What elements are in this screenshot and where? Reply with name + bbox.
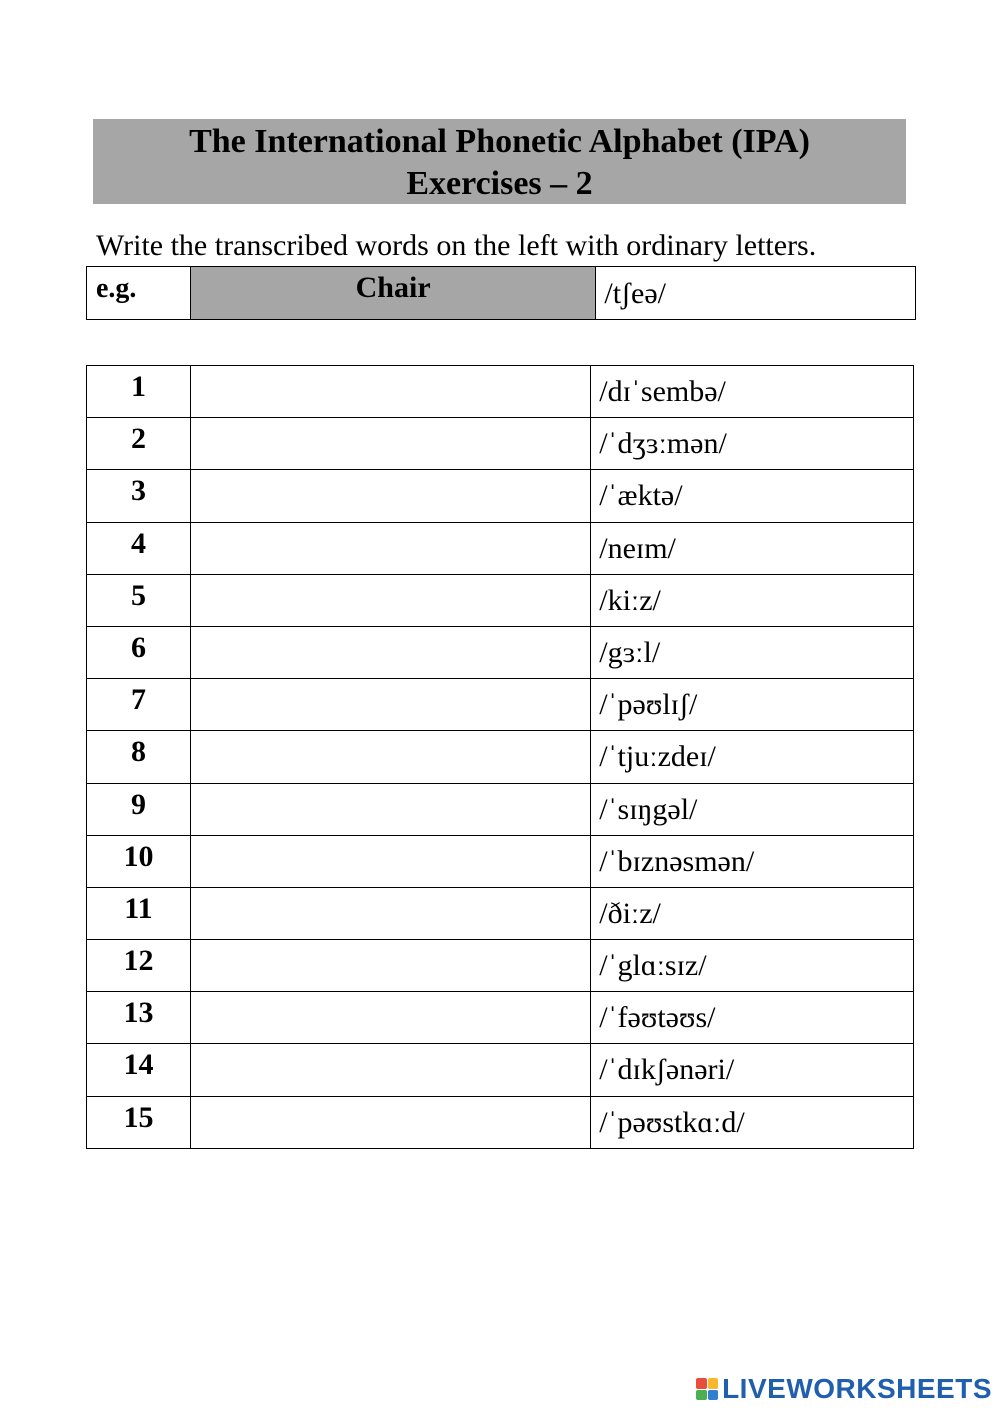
exercise-row xyxy=(87,679,914,731)
ipa-transcription: /ˈpəʊstkɑːd/ xyxy=(591,1096,914,1148)
ipa-transcription: /ˈdɪkʃənəri/ xyxy=(591,1044,914,1096)
exercise-table xyxy=(86,365,914,1149)
ipa-transcription: /kiːz/ xyxy=(591,574,914,626)
answer-field[interactable] xyxy=(190,887,590,939)
row-number: 8 xyxy=(87,731,191,783)
exercise-row xyxy=(87,835,914,887)
row-number: 14 xyxy=(87,1044,191,1096)
example-ipa: /tʃeə/ xyxy=(596,267,916,320)
ipa-transcription: /gɜːl/ xyxy=(591,626,914,678)
logo-icon xyxy=(696,1378,718,1400)
exercise-row xyxy=(87,783,914,835)
answer-field[interactable] xyxy=(190,679,590,731)
row-number: 11 xyxy=(87,887,191,939)
exercise-row xyxy=(87,731,914,783)
answer-field[interactable] xyxy=(190,1044,590,1096)
instruction-text: Write the transcribed words on the left with ordinary letters. xyxy=(96,229,817,262)
ipa-transcription: /ˈbɪznəsmən/ xyxy=(591,835,914,887)
row-number: 3 xyxy=(87,470,191,522)
exercise-row xyxy=(87,1096,914,1148)
liveworksheets-logo xyxy=(696,1373,992,1405)
answer-field[interactable] xyxy=(190,522,590,574)
example-label: e.g. xyxy=(87,267,191,320)
row-number: 10 xyxy=(87,835,191,887)
title-line-1: The International Phonetic Alphabet (IPA) xyxy=(189,123,810,160)
ipa-transcription: /ˈglɑːsɪz/ xyxy=(591,940,914,992)
exercise-row xyxy=(87,522,914,574)
exercise-row xyxy=(87,366,914,418)
answer-field[interactable] xyxy=(190,835,590,887)
exercise-row xyxy=(87,887,914,939)
exercise-row xyxy=(87,470,914,522)
exercise-row xyxy=(87,626,914,678)
ipa-transcription: /ˈæktə/ xyxy=(591,470,914,522)
row-number: 5 xyxy=(87,574,191,626)
answer-field[interactable] xyxy=(190,940,590,992)
exercise-row xyxy=(87,1044,914,1096)
answer-field[interactable] xyxy=(190,992,590,1044)
ipa-transcription: /ðiːz/ xyxy=(591,887,914,939)
ipa-transcription: /ˈfəʊtəʊs/ xyxy=(591,992,914,1044)
title-banner xyxy=(93,119,906,204)
ipa-transcription: /ˈsɪŋgəl/ xyxy=(591,783,914,835)
row-number: 4 xyxy=(87,522,191,574)
ipa-transcription: /ˈtjuːzdeɪ/ xyxy=(591,731,914,783)
row-number: 2 xyxy=(87,418,191,470)
exercise-row xyxy=(87,418,914,470)
answer-field[interactable] xyxy=(190,366,590,418)
ipa-transcription: /dɪˈsembə/ xyxy=(591,366,914,418)
row-number: 12 xyxy=(87,940,191,992)
logo-text: LIVEWORKSHEETS xyxy=(722,1373,992,1404)
row-number: 6 xyxy=(87,626,191,678)
answer-field[interactable] xyxy=(190,470,590,522)
row-number: 1 xyxy=(87,366,191,418)
answer-field[interactable] xyxy=(190,731,590,783)
row-number: 9 xyxy=(87,783,191,835)
answer-field[interactable] xyxy=(190,783,590,835)
answer-field[interactable] xyxy=(190,418,590,470)
ipa-transcription: /ˈpəʊlɪʃ/ xyxy=(591,679,914,731)
example-word: Chair xyxy=(190,267,595,320)
row-number: 15 xyxy=(87,1096,191,1148)
example-table xyxy=(86,266,916,320)
exercise-row xyxy=(87,940,914,992)
title-line-2: Exercises – 2 xyxy=(406,165,593,202)
ipa-transcription: /neɪm/ xyxy=(591,522,914,574)
exercise-row xyxy=(87,992,914,1044)
example-row xyxy=(87,267,916,320)
answer-field[interactable] xyxy=(190,1096,590,1148)
row-number: 7 xyxy=(87,679,191,731)
answer-field[interactable] xyxy=(190,574,590,626)
row-number: 13 xyxy=(87,992,191,1044)
answer-field[interactable] xyxy=(190,626,590,678)
ipa-transcription: /ˈdʒɜːmən/ xyxy=(591,418,914,470)
exercise-row xyxy=(87,574,914,626)
